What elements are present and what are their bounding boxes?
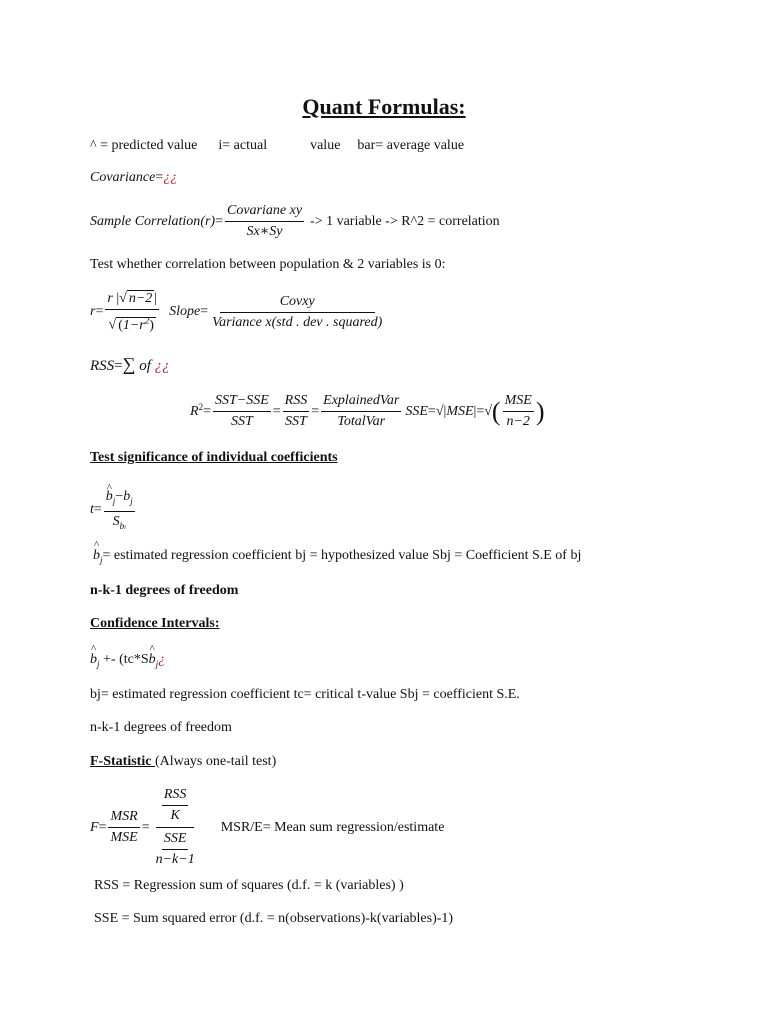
r-squared-fraction-1: $\frac{\text{SST−SSE}}{\text{SST}}$ bbox=[214, 393, 269, 429]
f-compound-fraction: $\frac{\frac{\text{RSS}}{K}}{\frac{\text{SSE}}{n-k-1}}$ bbox=[155, 787, 195, 867]
r-squared-label: R bbox=[190, 403, 199, 419]
bj-definition-2: bj= estimated regression coefficient tc= critical t-value Sbj = coefficient S.E. bbox=[90, 687, 520, 702]
sse-label: SSE bbox=[405, 403, 428, 419]
r-label: r bbox=[90, 304, 96, 320]
correlation-denominator: Sx∗Sy bbox=[246, 224, 283, 239]
covariance-formula bbox=[90, 170, 177, 186]
legend-predicted: ^ = predicted value bbox=[90, 138, 198, 153]
slope-label: Slope bbox=[169, 304, 201, 320]
correlation-r: (r) bbox=[200, 213, 216, 229]
f-fraction: $\frac{\text{MSR}}{\text{MSE}}$ bbox=[110, 809, 138, 845]
equals-sign: = bbox=[215, 213, 223, 229]
section-confidence-intervals: Confidence Intervals: bbox=[90, 616, 220, 631]
equals-sign: = bbox=[155, 170, 164, 185]
covariance-placeholder: ¿¿ bbox=[163, 170, 178, 185]
sample-correlation-formula bbox=[90, 202, 500, 241]
slope-fraction bbox=[210, 293, 384, 332]
legend-bar: bar= average value bbox=[357, 138, 465, 153]
f-label: F bbox=[90, 819, 99, 835]
msr-note: MSR/E= Mean sum regression/estimate bbox=[220, 819, 445, 835]
r-fraction bbox=[105, 290, 159, 335]
section-individual-coefficients: Test significance of individual coefficients bbox=[90, 450, 338, 465]
correlation-note: -> 1 variable -> R^2 = correlation bbox=[310, 213, 500, 229]
sample-correlation-label: Sample Correlation bbox=[90, 213, 201, 229]
slope-numerator: Covxy bbox=[220, 293, 375, 313]
t-formula: t = ^ $\frac{b_j-b_j}{S_{bi}}$ bbox=[90, 484, 137, 537]
sum-symbol: ∑ bbox=[122, 354, 136, 374]
ci-placeholder: ¿ bbox=[158, 652, 166, 667]
rss-placeholder: ¿¿ bbox=[154, 358, 170, 374]
correlation-numerator: Covariane xy bbox=[225, 202, 304, 222]
slope-denominator: Variance x(std . dev . squared) bbox=[212, 314, 383, 330]
legend-line bbox=[90, 138, 464, 154]
r-numerator: r |√ n−2 | bbox=[105, 290, 159, 310]
test-correlation-text: Test whether correlation between population & 2 variables is 0: bbox=[90, 257, 446, 272]
t-label: t bbox=[90, 502, 94, 518]
confidence-interval-formula: ^ $b_j$ +- (tc*S^ $b_j¿$ bbox=[90, 652, 165, 669]
sse-fraction: $\frac{\text{MSE}}{n-2}$ bbox=[504, 393, 532, 429]
rss-definition: RSS = Regression sum of squares (d.f. = k (variables) ) bbox=[94, 878, 404, 893]
degrees-of-freedom-bold: n-k-1 degrees of freedom bbox=[90, 583, 239, 598]
sse-definition: SSE = Sum squared error (d.f. = n(observations)-k(variables)-1) bbox=[94, 911, 454, 926]
bj-definition: ^ $b_j=$ estimated regression coefficient bj = hypothesized value Sbj = Coefficient S.E of bj bbox=[93, 548, 581, 565]
r-denominator: √ $(1-r^2)$ bbox=[108, 315, 154, 333]
legend-value: value bbox=[310, 138, 341, 153]
page-title: Quant Formulas: bbox=[302, 94, 466, 119]
correlation-fraction bbox=[225, 202, 304, 241]
rss-label: RSS bbox=[90, 358, 115, 374]
r-and-slope-formula: r = $\frac{r |√ n-2 |}{√ (1-r^2)}$ Slope = $\frac{\text{Covxy}}{\text{Variance x(std . dev . squared)}}$ bbox=[90, 291, 383, 333]
r-squared-formula: R 2 = $\frac{\text{SST−SSE}}{\text{SST}}$ = $\frac{\text{RSS}}{\text{SST}}$ = $\frac{\text{ExplainedVar}}{\text{TotalVar}}$ SSE =√| MSE |=√ ( $\frac{\text{MSE}}{n-2}$ ) bbox=[190, 393, 545, 429]
f-statistic-heading: F-Statistic (Always one-tail test) bbox=[90, 754, 277, 769]
equals-sign: = bbox=[95, 304, 104, 320]
degrees-of-freedom-plain: n-k-1 degrees of freedom bbox=[90, 720, 232, 735]
r-squared-fraction-2: $\frac{\text{RSS}}{\text{SST}}$ bbox=[284, 393, 308, 429]
rss-formula: RSS=∑ of ¿¿ bbox=[90, 354, 170, 374]
legend-actual: i= actual bbox=[218, 138, 268, 153]
t-fraction: ^ $\frac{b_j-b_j}{S_{bi}}$ bbox=[104, 484, 135, 537]
f-formula: F = $\frac{\text{MSR}}{\text{MSE}}$ = $\frac{\frac{\text{RSS}}{K}}{\frac{\text{SSE}}{n-k-1}}$ MSR/E= Mean sum regression/estimate bbox=[90, 787, 445, 867]
covariance-label: Covariance bbox=[90, 170, 156, 185]
r-squared-fraction-3: $\frac{\text{ExplainedVar}}{\text{TotalVar}}$ bbox=[323, 393, 400, 429]
